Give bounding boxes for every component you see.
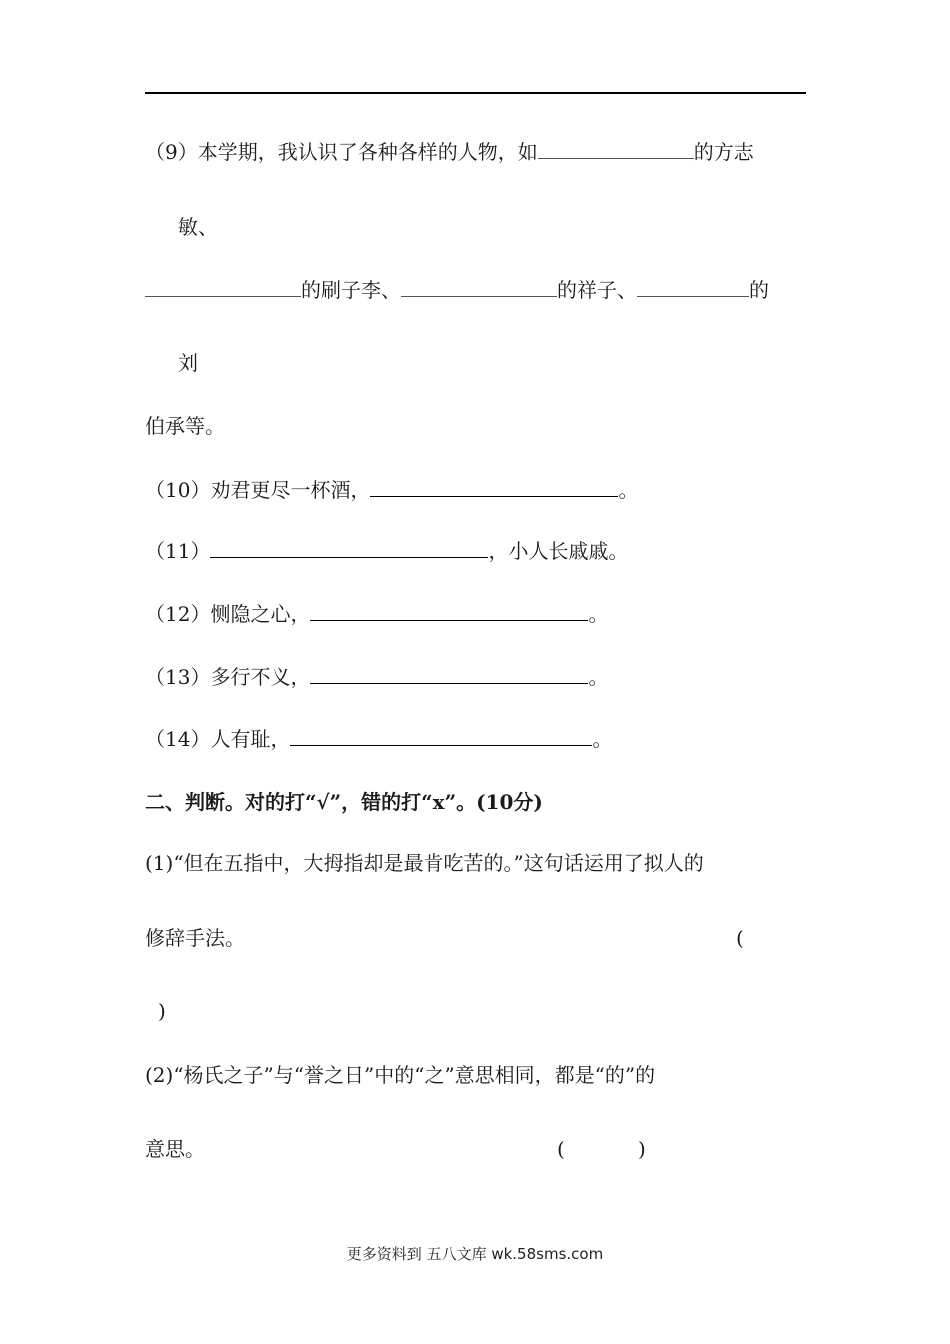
q12-suffix: 。 bbox=[588, 602, 609, 626]
q14-suffix: 。 bbox=[592, 727, 613, 751]
j2-line1: (2)“杨氏之子”与“誉之日”中的“之”意思相同，都是“的”的 bbox=[145, 1063, 656, 1087]
q9-after2: 的刷子李、 bbox=[301, 278, 401, 302]
j1-line2: 修辞手法。 bbox=[145, 926, 245, 950]
q10-prefix: （10）劝君更尽一杯酒， bbox=[145, 478, 371, 502]
q9-line2: 敏、 bbox=[178, 215, 218, 239]
j1-answer-open-paren[interactable]: ( bbox=[736, 926, 744, 950]
q9-blank-4[interactable] bbox=[637, 276, 749, 297]
q9-line5: 伯承等。 bbox=[145, 414, 225, 438]
q11-suffix: ，小人长戚戚。 bbox=[488, 539, 629, 563]
q13-prefix: （13）多行不义， bbox=[145, 665, 311, 689]
q13 bbox=[145, 663, 608, 691]
q9-blank-3[interactable] bbox=[401, 276, 557, 297]
q11-prefix: （11） bbox=[145, 539, 211, 563]
q9-prefix: （9）本学期，我认识了各种各样的人物，如 bbox=[145, 140, 538, 164]
q11 bbox=[145, 537, 628, 565]
q9-blank-1[interactable] bbox=[538, 138, 694, 159]
q11-blank[interactable] bbox=[210, 537, 488, 558]
q14-blank[interactable] bbox=[290, 725, 592, 746]
section-2-heading: 二、判断。对的打“√”，错的打“x”。(10分) bbox=[145, 790, 543, 814]
q12 bbox=[145, 600, 608, 628]
q13-blank[interactable] bbox=[310, 663, 588, 684]
j2-answer-close-paren[interactable]: ) bbox=[638, 1137, 646, 1161]
q9-line1 bbox=[145, 138, 754, 166]
j2-answer-open-paren[interactable]: ( bbox=[557, 1137, 565, 1161]
q14-prefix: （14）人有耻， bbox=[145, 727, 291, 751]
q9-after4: 的 bbox=[749, 278, 769, 302]
footer-watermark: 更多资料到 五八文库 wk.58sms.com bbox=[346, 1245, 604, 1263]
q12-prefix: （12）恻隐之心， bbox=[145, 602, 311, 626]
q12-blank[interactable] bbox=[310, 600, 588, 621]
q14 bbox=[145, 725, 612, 753]
q9-after1: 的方志 bbox=[693, 140, 754, 164]
q9-after3: 的祥子、 bbox=[557, 278, 637, 302]
q9-blank-2[interactable] bbox=[145, 276, 301, 297]
top-rule bbox=[145, 92, 806, 94]
j2-line2: 意思。 bbox=[145, 1137, 205, 1161]
q10 bbox=[145, 476, 638, 504]
q13-suffix: 。 bbox=[588, 665, 609, 689]
q10-suffix: 。 bbox=[618, 478, 639, 502]
j1-line1: (1)“但在五指中，大拇指却是最肯吃苦的。”这句话运用了拟人的 bbox=[145, 851, 704, 875]
q9-line4: 刘 bbox=[178, 351, 198, 375]
j1-answer-close-paren[interactable]: ) bbox=[158, 999, 166, 1023]
q10-blank[interactable] bbox=[370, 476, 618, 497]
q9-line3 bbox=[145, 276, 769, 304]
